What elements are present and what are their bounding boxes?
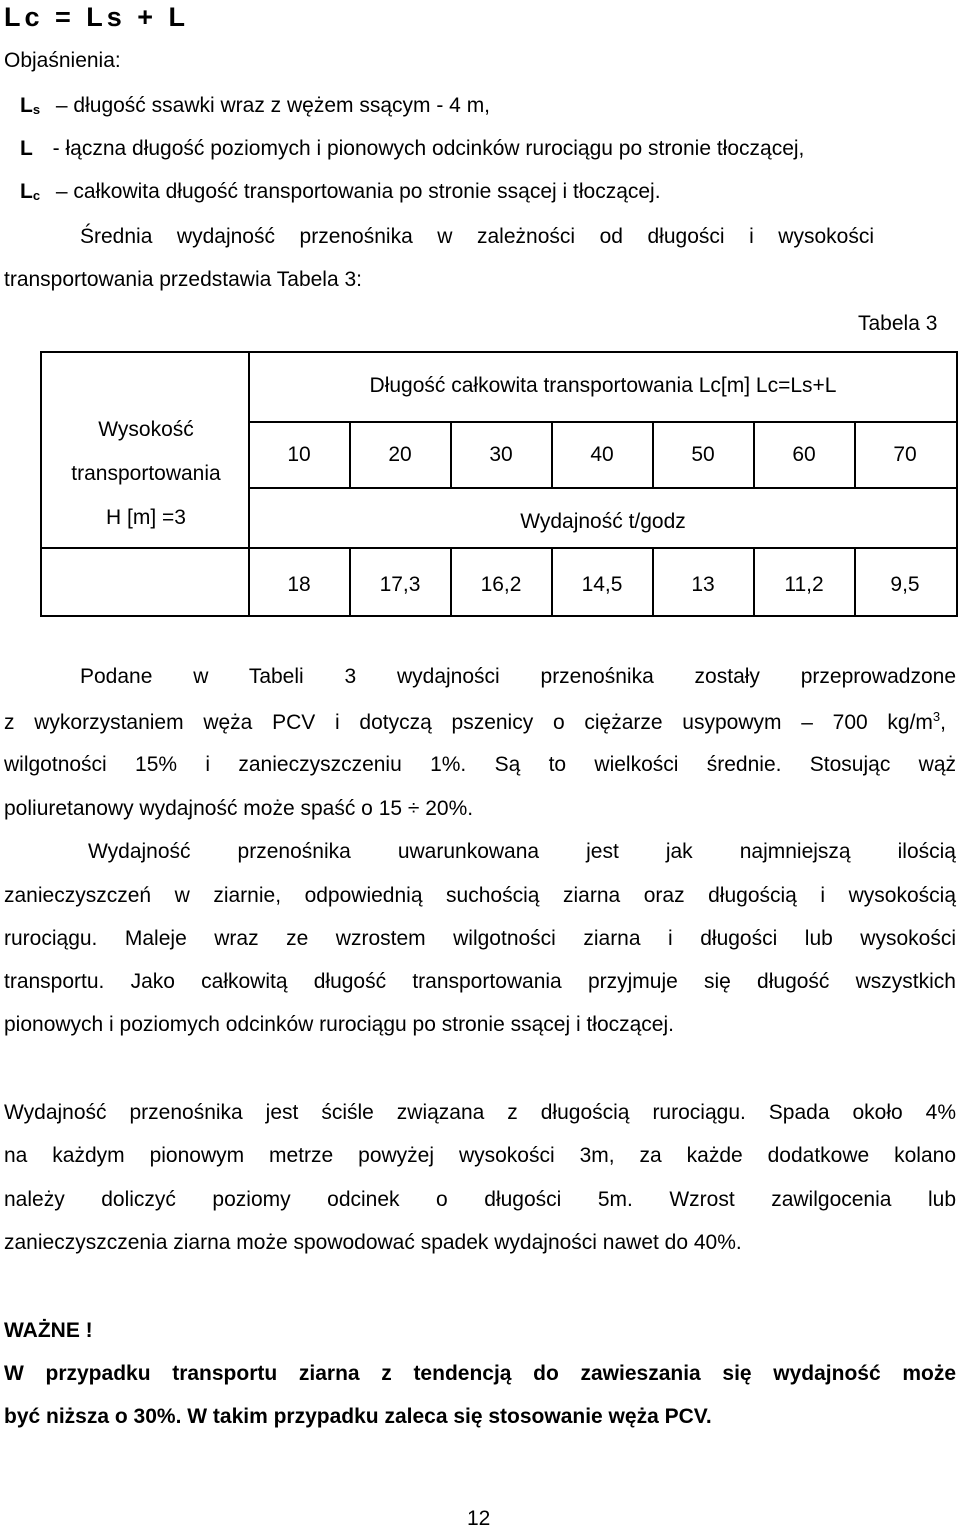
important-line: być niższa o 30%. W takim przypadku zaleca się stosowanie węża PCV.	[4, 1405, 712, 1428]
value-cell: 18	[287, 573, 311, 596]
table-divider	[652, 421, 654, 489]
length-cell: 20	[388, 443, 412, 466]
paragraph-1-text: z wykorzystaniem węża PCV i dotyczą pszenicy o ciężarze usypowym – 700 kg/m	[4, 711, 933, 734]
explanation-text: – całkowita długość transportowania po stronie ssącej i tłoczącej.	[55, 180, 661, 203]
value-cell: 13	[691, 573, 715, 596]
symbol: L	[20, 137, 33, 160]
table-divider	[248, 353, 250, 615]
table-divider	[652, 547, 654, 615]
value-cell: 17,3	[379, 573, 421, 596]
row-header-line: Wysokość	[98, 418, 194, 441]
paragraph-2-line: pionowych i poziomych odcinków rurociągu po stronie ssącej i tłoczącej.	[4, 1013, 674, 1036]
explanation-text: – długość ssawki wraz z wężem ssącym - 4 m,	[55, 94, 491, 117]
table-divider	[551, 547, 553, 615]
row-header-line: H [m] =3	[106, 506, 186, 529]
paragraph-1-line: poliuretanowy wydajność może spaść o 15 ÷ 20%.	[4, 797, 474, 820]
value-cell: 14,5	[581, 573, 623, 596]
table-divider	[42, 547, 956, 549]
explanation-l	[20, 138, 804, 159]
paragraph-3-line: należy doliczyć poziomy odcinek o długości 5m. Wzrost zawilgocenia lub	[4, 1188, 956, 1211]
column-title: Długość całkowita transportowania Lc[m] Lc=Ls+L	[369, 374, 837, 397]
length-cell: 50	[691, 443, 715, 466]
row-header-line: transportowania	[71, 462, 221, 485]
table-divider	[551, 421, 553, 489]
formula-heading: Lc = Ls + L	[4, 2, 190, 32]
table-caption: Tabela 3	[858, 312, 938, 335]
symbol-subscript: s	[32, 102, 41, 117]
table-divider	[248, 487, 956, 489]
table-divider	[753, 547, 755, 615]
value-cell: 16,2	[480, 573, 522, 596]
explanation-lc	[20, 181, 661, 202]
symbol: L	[20, 180, 33, 203]
paragraph-3-line: na każdym pionowym metrze powyżej wysokości 3m, za każde dodatkowe kolano	[4, 1144, 956, 1167]
length-cell: 30	[489, 443, 513, 466]
important-line: W przypadku transportu ziarna z tendencją do zawieszania się wydajność może	[4, 1362, 956, 1385]
table-divider	[450, 421, 452, 489]
length-cell: 40	[590, 443, 614, 466]
sub-title: Wydajność t/godz	[520, 510, 686, 533]
symbol: L	[20, 94, 33, 117]
length-cell: 60	[792, 443, 816, 466]
paragraph-1-sup-tail: ,	[940, 711, 946, 734]
superscript: 3	[932, 709, 941, 724]
paragraph-1-line-with-sup	[4, 710, 946, 733]
table-divider	[450, 547, 452, 615]
explanation-text: - łączna długość poziomych i pionowych odcinków rurociągu po stronie tłoczącej,	[52, 137, 805, 160]
intro-line-2: transportowania przedstawia Tabela 3:	[4, 268, 362, 291]
paragraph-2-line: Wydajność przenośnika uwarunkowana jest jak najmniejszą ilością	[88, 840, 956, 863]
capacity-table	[40, 351, 958, 617]
paragraph-3-line: zanieczyszczenia ziarna może spowodować spadek wydajności nawet do 40%.	[4, 1231, 742, 1254]
value-cell: 9,5	[890, 573, 920, 596]
table-divider	[753, 421, 755, 489]
table-divider	[349, 421, 351, 489]
symbol-subscript: c	[32, 188, 41, 203]
intro-line-1: Średnia wydajność przenośnika w zależności od długości i wysokości	[80, 225, 874, 248]
length-cell: 70	[893, 443, 917, 466]
length-cell: 10	[287, 443, 311, 466]
paragraph-2-line: rurociągu. Maleje wraz ze wzrostem wilgotności ziarna i długości lub wysokości	[4, 927, 956, 950]
important-heading: WAŻNE !	[4, 1319, 93, 1342]
table-divider	[349, 547, 351, 615]
paragraph-3-line: Wydajność przenośnika jest ściśle związana z długością rurociągu. Spada około 4%	[4, 1101, 956, 1124]
paragraph-1-line: wilgotności 15% i zanieczyszczeniu 1%. Są to wielkości średnie. Stosując wąż	[4, 753, 956, 776]
explanations-heading: Objaśnienia:	[4, 49, 121, 72]
table-divider	[854, 421, 856, 489]
table-divider	[854, 547, 856, 615]
explanation-ls	[20, 95, 490, 116]
paragraph-1-line: Podane w Tabeli 3 wydajności przenośnika zostały przeprowadzone	[80, 665, 956, 688]
table-divider	[248, 421, 956, 423]
value-cell: 11,2	[784, 573, 824, 596]
paragraph-2-line: zanieczyszczeń w ziarnie, odpowiednią suchością ziarna oraz długością i wysokością	[4, 884, 956, 907]
page-number: 12	[467, 1507, 491, 1530]
paragraph-2-line: transportu. Jako całkowitą długość transportowania przyjmuje się długość wszystkich	[4, 970, 956, 993]
